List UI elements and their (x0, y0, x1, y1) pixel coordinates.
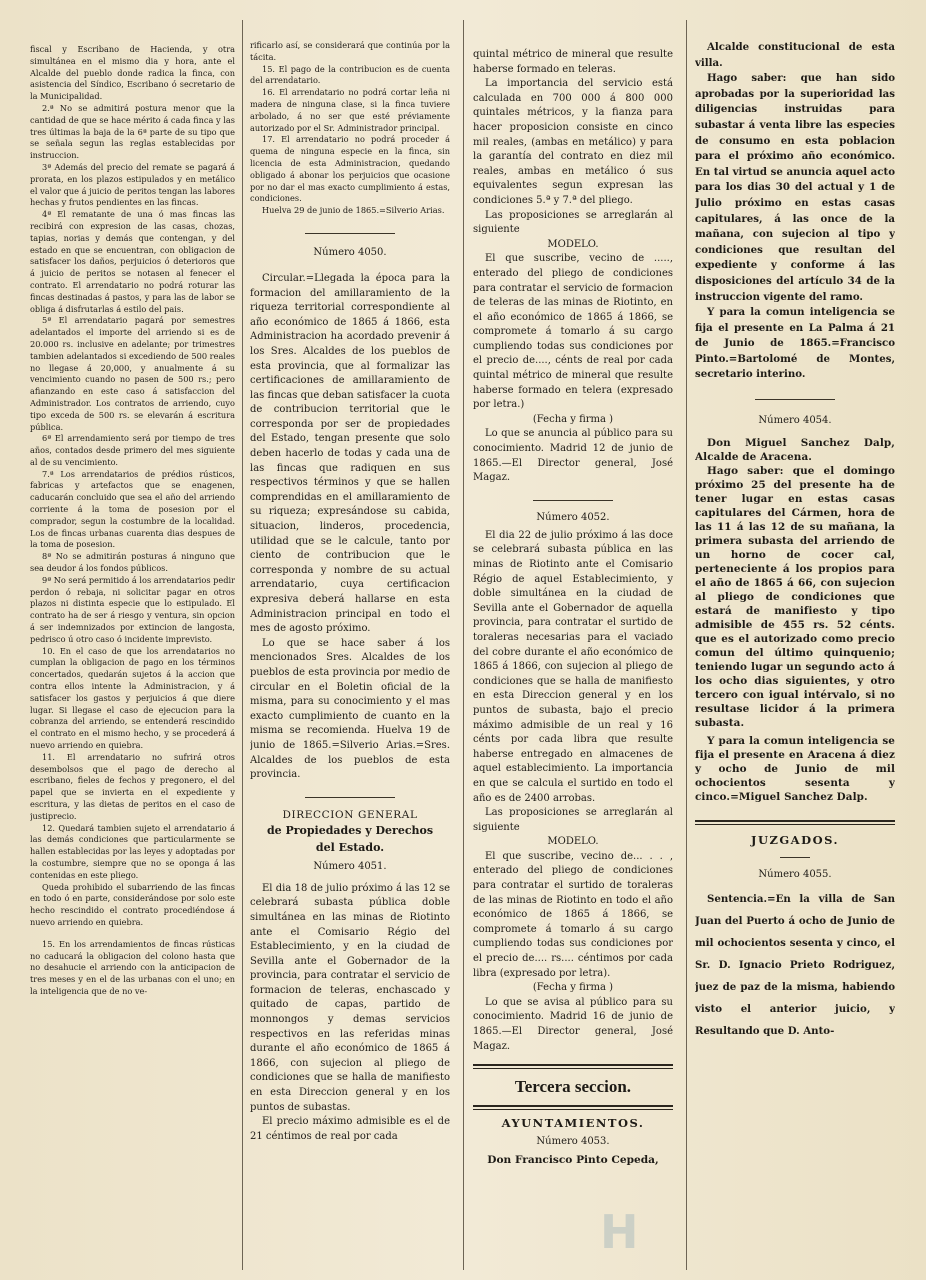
divider (305, 233, 395, 234)
column-4 (695, 40, 895, 1042)
watermark-stamp: H (600, 1205, 645, 1259)
juzgados-heading: JUZGADOS. (751, 833, 839, 848)
paragraph: fiscal y Escribano de Hacienda, y otra simultánea en el mismo dia y hora, ante el Alcalde del pueblo donde radica la finca, con asistencia del Síndico, Escribano ó secretario de la Municipalidad. (30, 44, 235, 102)
divider (533, 500, 613, 501)
direccion-subheading: de Propiedades y Derechos del Estado. (266, 823, 434, 854)
condition-15: 15. El pago de la contribucion es de cuenta del arrendatario. (250, 63, 450, 86)
circular-closing: Lo que se hace saber á los mencionados Sres. Alcaldes de los pueblos de esta provincia por medio de circular en el Boletin oficial de la misma, para su conocimiento y el mas exacto cumplimiento de cuanto en la misma se recomienda. Huelva 19 de junio de 1865.=Silverio Arias.=Sres. Alcaldes de los pueblos de esta provincia. (250, 637, 450, 781)
ayuntamientos-heading: AYUNTAMIENTOS. (501, 1116, 645, 1131)
condition-3: 3ª Además del precio del remate se pagará á prorata, en los plazos estipulados y en metálico el valor que á juicio de peritos tengan las labores hechas y frutos pendientes en las fincas. (30, 161, 235, 208)
sentence-text: Sentencia.=En la villa de San Juan del Puerto á ocho de Junio de mil ochocientos sesenta y cinco, el Sr. D. Ignacio Prieto Rodriguez, juez de paz de la misma, habiendo visto el anterior juicio, y Resultando que D. Anto- (695, 893, 895, 1038)
condition-11: 11. El arrendatario no sufrirá otros desembolsos que el pago de derecho al escribano, fieles de fechos y pregonero, el del papel que se invierta en el expediente y escritura, y las dietas de peritos en el caso de justiprecio. (30, 751, 235, 821)
direccion-heading: DIRECCION GENERAL (282, 808, 418, 821)
modelo-heading: MODELO. (547, 836, 599, 848)
divider (305, 797, 395, 798)
paragraph: Alcalde constitucional de esta villa. (695, 41, 895, 69)
notice-text: El dia 22 de julio próximo á las doce se celebrará subasta pública en las minas de Riotinto ante el Comisario Régio de aquel Establecimiento, y doble simultánea en la ciudad de Sevilla ante el Gobernador de aquella provincia, para contratar el surtido de toraleras necesarias para el vaciado del cobre durante el año económico de 1865 á 1866, con sujecion al pliego de condiciones que se halla de manifiesto en esta Direccion general y en los puntos de subasta, bajo el precio máximo admisible de un real y 16 cénts por cada libra que resulte haberse entregado en almacenes de aquel establecimiento. La importancia en que se calcula el surtido en todo el año es de 2400 arrobas. (473, 529, 673, 804)
notice-number-4050: Número 4050. (313, 246, 387, 258)
signature-note: (Fecha y firma ) (532, 413, 614, 425)
notice-closing: Lo que se anuncia al público para su conocimiento. Madrid 12 de junio de 1865.—El Director general, José Magaz. (473, 428, 673, 484)
paragraph: Y para la comun inteligencia se fija el presente en La Palma á 21 de Junio de 1865.=Francisco Pinto.=Bartolomé de Montes, secretario interino. (695, 306, 895, 381)
section-title: Tercera seccion. (514, 1077, 632, 1097)
paragraph: rificarlo así, se considerará que continúa por la tácita. (250, 40, 450, 62)
notice-author: Don Francisco Pinto Cepeda, (487, 1153, 659, 1166)
condition-17: 17. El arrendatario no podrá proceder á quema de ninguna especie en la finca, sin licencia de esta Administracion, quedando obligado á abonar los perjuicios que ocasione por no dar el mas exacto cumplimiento á estas, condiciones. (250, 134, 450, 204)
notice-number-4053: Número 4053. (536, 1135, 610, 1147)
notice-text: El precio máximo admisible es el de 21 céntimos de real por cada (250, 1116, 450, 1142)
divider (780, 857, 810, 858)
notice-number-4052: Número 4052. (536, 511, 610, 523)
signature-line: Huelva 29 de junio de 1865.=Silverio Arias. (262, 205, 445, 216)
condition-12: 12. Quedará tambien sujeto el arrendatario á las demás condiciones que particularmente se hallen establecidas por las leyes y adoptadas por la costumbre, siempre que no se oponga á las contenidas en este pliego. (30, 822, 235, 880)
column-rule (463, 20, 464, 1270)
condition-16: 16. El arrendatario no podrá cortar leña ni madera de ninguna clase, si la finca tuviere arbolado, á no ser que esté préviamente autorizado por el Sr. Administrador principal. (250, 87, 450, 133)
column-3 (473, 48, 673, 1167)
paragraph: quintal métrico de mineral que resulte haberse formado en teleras. (473, 49, 673, 75)
section-rule (473, 1064, 673, 1069)
condition-9: 9ª No será permitido á los arrendatarios pedir perdon ó rebaja, ni solicitar pagar en otros plazos ni distinta especie que lo estipulado. El contrato ha de ser á riesgo y ventura, sin opcion á ser indemnizados por extincion de langosta, pedrisco ú otro caso ó incidente imprevisto. (30, 574, 235, 644)
notice-text: Hago saber: que el domingo próximo 25 del presente ha de tener lugar en estas casas capitulares del Cármen, hora de las 11 á las 12 de su mañana, la primera subasta del arriendo de un horno de cocer cal, perteneciente á los propios para el año de 1865 á 66, con sujecion al pliego de condiciones que estará de manifiesto y tipo admisible de 455 rs. 52 cénts. que es el autorizado como precio comun del último quinquenio; teniendo lugar un segundo acto á los ocho dias siguientes, y otro tercero con igual intérvalo, si no resultase licidor á la primera subasta. (695, 465, 895, 730)
notice-text: El dia 18 de julio próximo á las 12 se celebrará subasta pública doble simultánea en las minas de Riotinto ante el Comisario Régio del Establecimiento, y en la ciudad de Sevilla ante el Gobernador de la provincia, para contratar el servicio de formacion de teleras, enchascado y quitado de capas, partido de monnongos y demas servicios respectivos en las referidas minas durante el año económico de 1865 á 1866, con sujecion al pliego de condiciones que se halla de manifiesto en esta Direccion general y en los puntos de subastas. (250, 882, 450, 1113)
condition-4: 4ª El rematante de una ó mas fincas las recibirá con expresion de las casas, chozas, tapias, norias y demás que contengan, y del estado en que se encuentran, con obligacion de satisfacer los daños, perjuicios ó deterioros que á juicio de peritos se notasen al fenecer el contrato. El arrendatario no podrá roturar las fincas destinadas á pastos, y para las de labor se obliga á disfrutarlas á estilo del pais. (30, 209, 235, 314)
condition-13: Queda prohibido el subarriendo de las fincas en todo ó en parte, considerándose por solo este hecho rescindido el contrato procediéndose á nuevo arriendo en quiebra. (30, 881, 235, 927)
paragraph: Hago saber: que han sido aprobadas por la superioridad las diligencias instruidas para subastar á venta libre las especies de consumo en esta poblacion para el próximo año económico. En tal virtud se anuncia aquel acto para los dias 30 del actual y 1 de Julio próximo en estas casas capitulares, á las once de la mañana, con sujecion al tipo y condiciones que resultan del expediente y conforme á las disposiciones del artículo 34 de la instruccion vigente del ramo. (695, 72, 895, 303)
section-rule (695, 820, 895, 825)
notice-number-4055: Número 4055. (758, 869, 832, 881)
condition-15: 15. En los arrendamientos de fincas rústicas no caducará la obligacion del colono hasta que no desahucie el arriendo con la anticipacion de tres meses y en el de las urbanas con el uno; en la inteligencia que de no ve- (30, 938, 235, 996)
paragraph: La importancia del servicio está calculada en 700 000 á 800 000 quintales métricos, y la fianza para hacer proposicion consiste en cinco mil reales, (ambas en metálico) y para la garantía del contrato en diez mil reales, ambas en metálico ó sus equivalentes segun expresan las condiciones 5.ª y 7.ª del pliego. (473, 78, 673, 206)
condition-6: 6ª El arrendamiento será por tiempo de tres años, contados desde primero del mes siguiente al de su vencimiento. (30, 433, 235, 467)
paragraph: Las proposiciones se arreglarán al siguiente (473, 209, 673, 236)
column-1 (30, 44, 235, 998)
circular-text: Circular.=Llegada la época para la formacion del amillaramiento de la riqueza territorial correspondiente al año económico de 1865 á 1866, esta Administracion ha acordado prevenir á los Sres. Alcaldes de los pueblos de esta provincia, que al formalizar las certificaciones de amillaramiento de las fincas que deban satisfacer la cuota de contribucion territorial que le corresponda por ser de propiedades del Estado, tengan presente que solo deben hacerlo de todas y cada una de las fincas que radiquen en sus respectivos términos y que se hallen comprendidas en el amillaramiento de su riqueza; expresándose su cabida, situacion, linderos, procedencia, utilidad que se le calcule, tanto por ciento de contribucion que le corresponda y nombre de su actual arrendatario, cuya certificacion expresiva deberá hallarse en esta Administracion principal en todo el mes de agosto próximo. (250, 272, 450, 635)
column-rule (242, 20, 243, 1270)
condition-5: 5ª El arrendatario pagará por semestres adelantados el importe del arriendo si es de 20.000 rs. inclusive en adelante; por trimestres tambien adelantados si excediendo de 500 reales no llegase á 20,000, y anualmente á su vencimiento cuando no pasen de 500 rs.; pero afianzando en este caso á satisfaccion del Administrador. Los contratos de arriendo, cuyo tipo exceda de 500 rs. se elevarán á escritura pública. (30, 315, 235, 432)
condition-2: 2.ª No se admitirá postura menor que la cantidad de que se hace mérito á cada finca y las tres últimas la baja de la 6ª parte de su tipo que se señala segun las reglas establecidas por instruccion. (30, 102, 235, 161)
notice-number-4054: Número 4054. (758, 415, 832, 427)
column-2 (250, 40, 450, 1144)
modelo-heading: MODELO. (547, 238, 599, 250)
divider (755, 399, 835, 400)
condition-7: 7.ª Los arrendatarios de prédios rústicos, fabricas y artefactos que se enagenen, caducarán concluido que sea el año del arriendo corriente á la toma de posesion por el comprador, segun la costumbre de la localidad. Los de fincas urbanas cuarenta dias despues de la toma de posesion. (30, 468, 235, 550)
condition-8: 8ª No se admitirán posturas á ninguno que sea deudor á los fondos públicos. (30, 551, 235, 574)
notice-closing: Y para la comun inteligencia se fija el presente en Aracena á diez y ocho de Junio de mil ochocientos sesenta y cinco.=Miguel Sanchez Dalp. (695, 735, 895, 804)
modelo-text: El que suscribe, vecino de ....., enterado del pliego de condiciones para contratar el servicio de formacion de teleras de las minas de Riotinto, en el año económico de 1865 á 1866, se compromete á tomarlo á su cargo cumpliendo todas sus condiciones por el precio de...., cénts de real por cada quintal métrico de mineral que resulte haberse formado en telera (expresado por letra.) (473, 253, 673, 411)
signature-note: (Fecha y firma ) (532, 982, 614, 994)
notice-number-4051: Número 4051. (313, 860, 387, 872)
paragraph: Las proposiciones se arreglarán al siguiente (473, 807, 673, 833)
notice-author: Don Miguel Sanchez Dalp, Alcalde de Aracena. (695, 437, 895, 464)
condition-10: 10. En el caso de que los arrendatarios no cumplan la obligacion de pago en los términos concertados, quedarán sujetos á la accion que contra ellos intente la Administracion, y á satisfacer los gastos y perjuicios á que diere lugar. Si llegase el caso de ejecucion para la cobranza del arriendo, se entenderá rescindido el contrato en el mismo hecho, y se procederá á nuevo arriendo en quiebra. (30, 645, 235, 751)
notice-closing: Lo que se avisa al público para su conocimiento. Madrid 16 de junio de 1865.—El Director general, José Magaz. (473, 996, 673, 1052)
modelo-text: El que suscribe, vecino de... . . , enterado del pliego de condiciones para contratar el surtido de toraleras de las minas de Riotinto en todo el año económico de 1865 á 1866, se compromete á tomarlo á su cargo cumpliendo todas sus condiciones por el precio de.... rs.... céntimos por cada libra (expresado por letra). (473, 850, 673, 979)
column-rule (686, 20, 687, 1270)
section-rule (473, 1105, 673, 1110)
